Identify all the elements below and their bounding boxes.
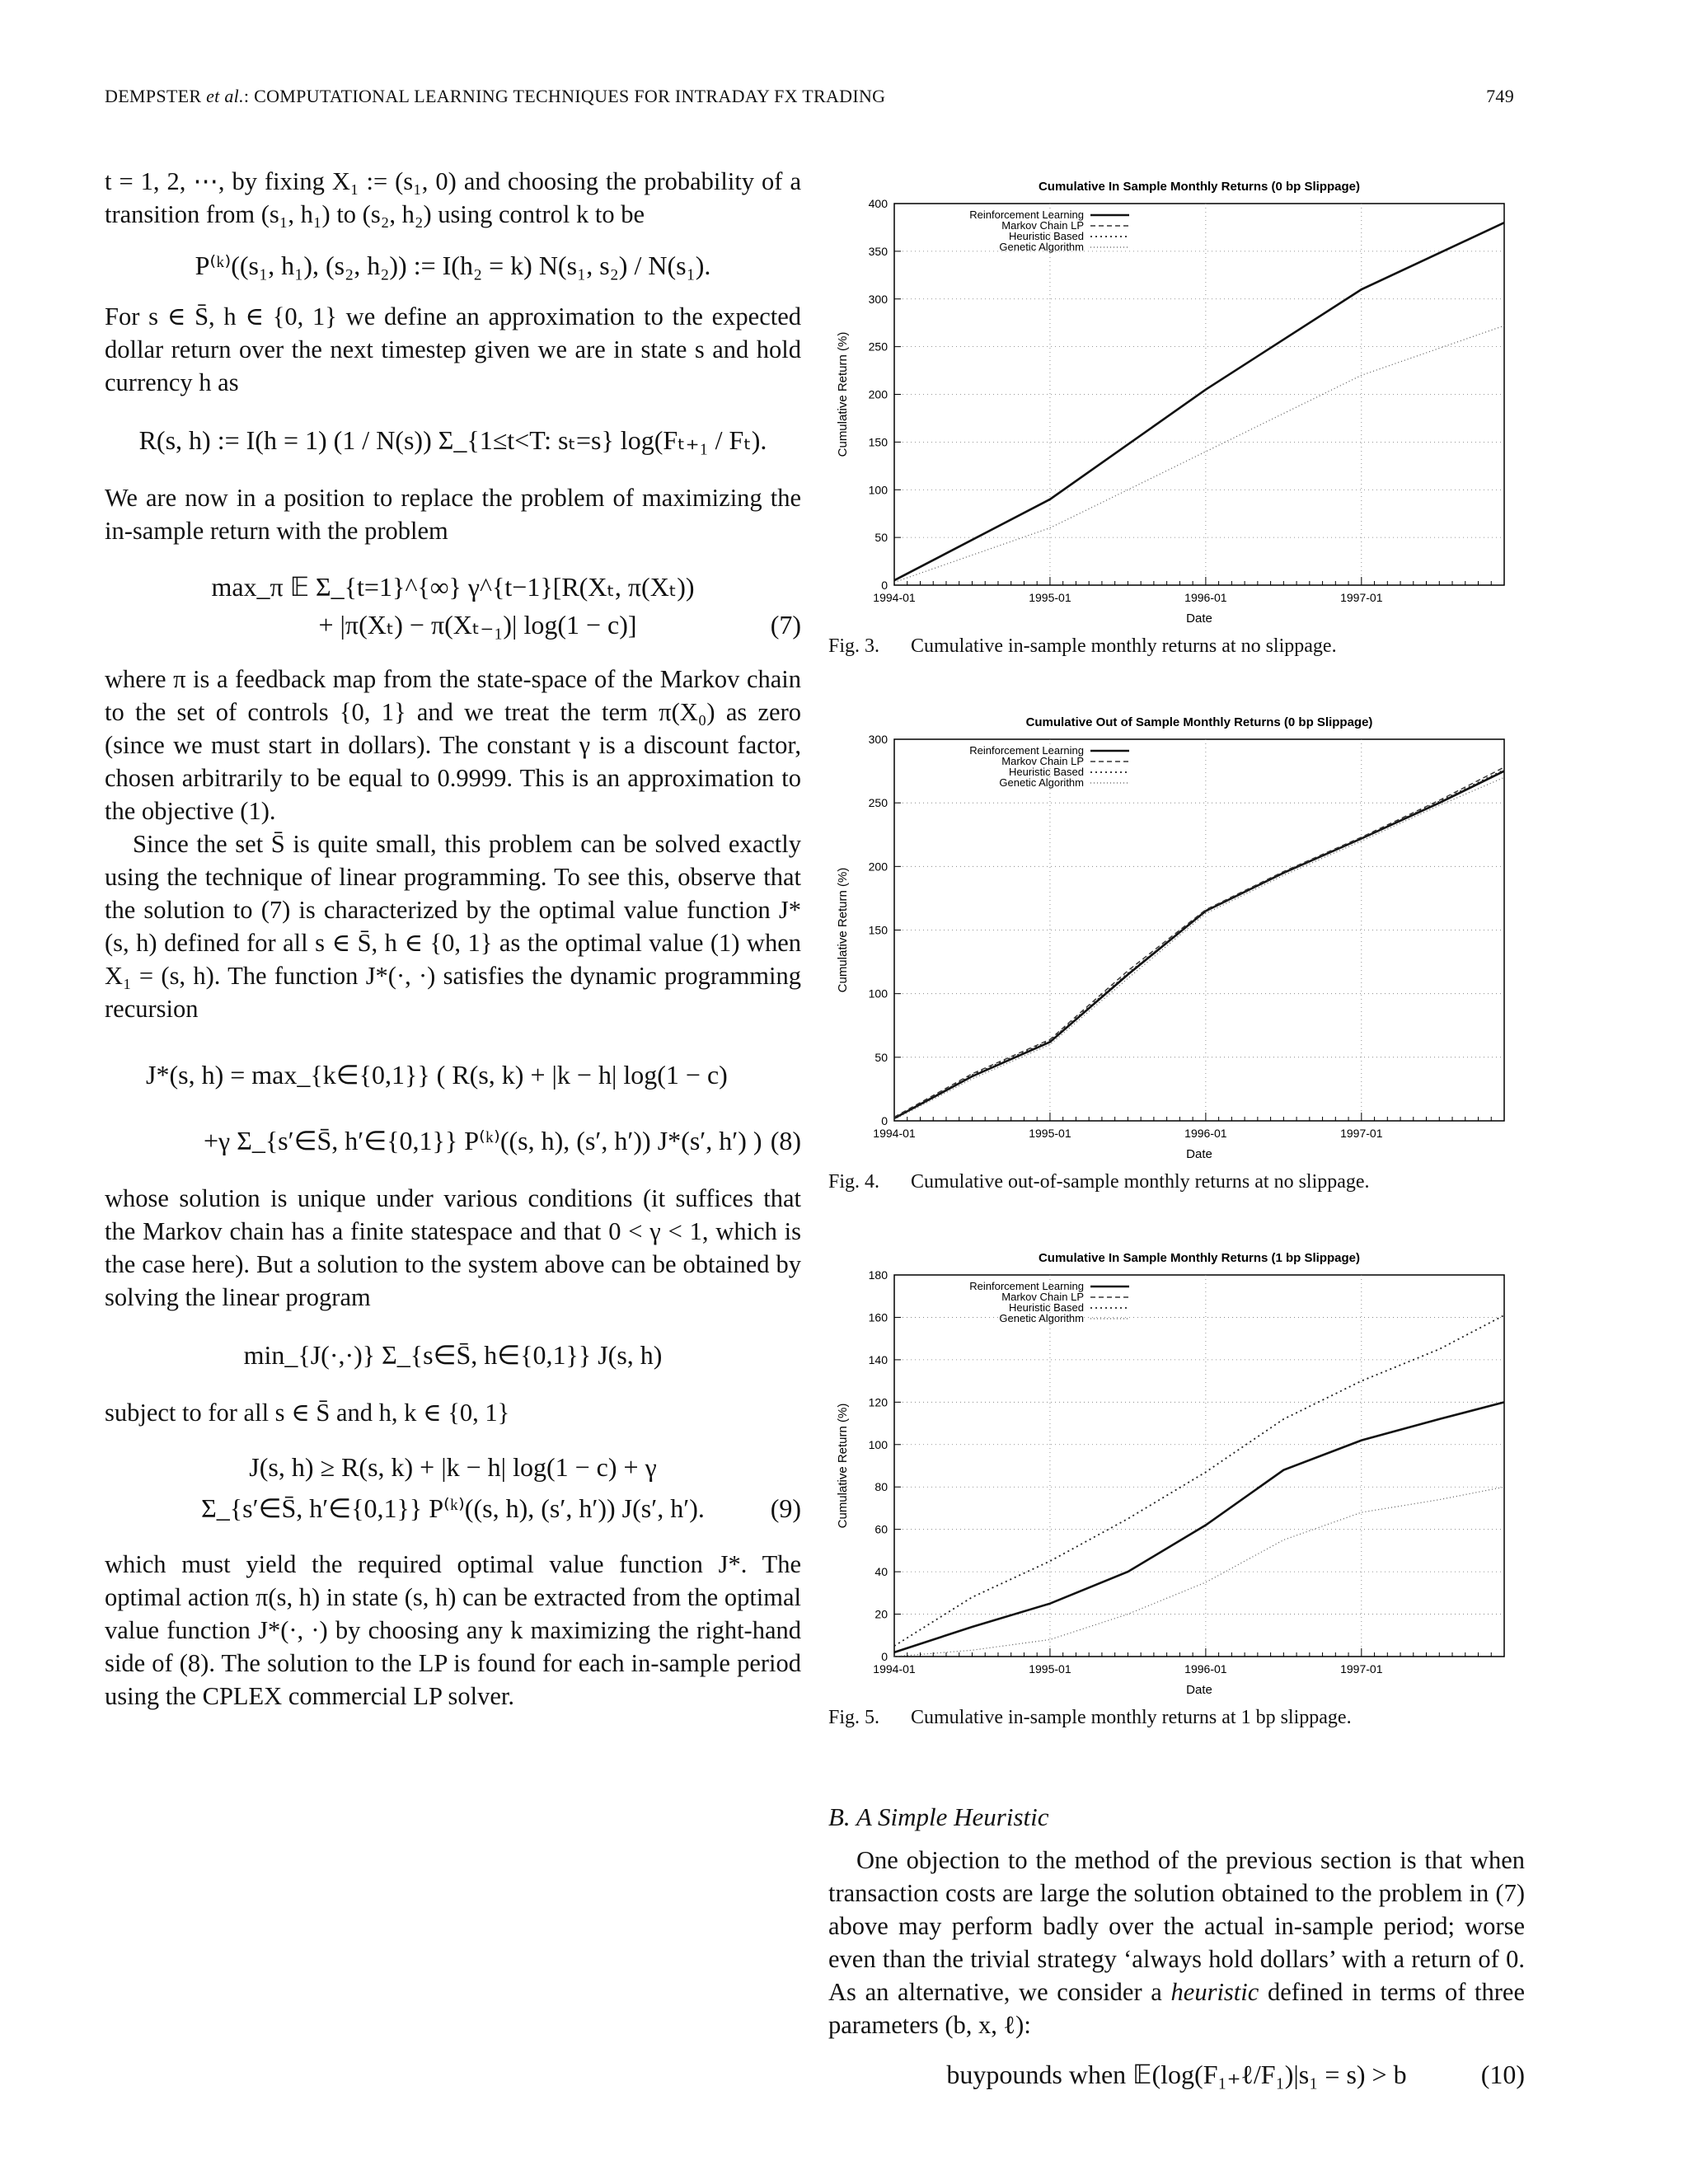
left-paragraph-6: whose solution is unique under various conditions (it suffices that the Markov chain has a finite statespace and that 0 < γ < 1, which is the case here). But a solution to the system above can be obtained by solving the linear program bbox=[105, 1184, 801, 1311]
tick-label-x: 1996-01 bbox=[1184, 1127, 1227, 1140]
series-line-genetic-algorithm bbox=[894, 326, 1504, 582]
legend-label: Markov Chain LP bbox=[1001, 755, 1084, 767]
tick-label-y: 0 bbox=[881, 579, 888, 592]
page-number: 749 bbox=[1486, 86, 1514, 106]
tick-label-y: 250 bbox=[868, 796, 888, 810]
x-axis-label: Date bbox=[1186, 1147, 1212, 1161]
legend-label: Heuristic Based bbox=[1008, 230, 1084, 242]
series-line-heuristic-based bbox=[894, 770, 1504, 1118]
left-paragraph-1: t = 1, 2, ⋯, by fixing X₁ := (s₁, 0) and choosing the probability of a transition from (s₁, h₁) to (s₂, h₂) using control k to be bbox=[105, 167, 801, 228]
tick-label-x: 1995-01 bbox=[1029, 1662, 1071, 1675]
tick-label-x: 1995-01 bbox=[1029, 1127, 1071, 1140]
running-header bbox=[105, 86, 1514, 107]
equation-10 bbox=[828, 2058, 1525, 2091]
tick-label-y: 200 bbox=[868, 860, 888, 874]
tick-label-y: 300 bbox=[868, 733, 888, 746]
right-paragraph-1 bbox=[828, 1844, 1525, 2041]
figure-5-chart bbox=[828, 1240, 1525, 1702]
tick-label-y: 250 bbox=[868, 340, 888, 354]
y-axis-label: Cumulative Return (%) bbox=[836, 331, 850, 457]
series-line-reinforcement-learning bbox=[894, 1402, 1504, 1652]
left-paragraph-4: where π is a feedback map from the state-space of the Markov chain to the set of controls {0, 1} and we treat the term π(X₀) as zero (since we must start in dollars). The constant γ is a discount factor, chosen arbitrarily to be equal to 0.9999. This is an approximation to the objective (1). bbox=[105, 665, 801, 825]
figure-3-caption bbox=[828, 635, 1525, 658]
left-paragraph-8: which must yield the required optimal value function J*. The optimal action π(s, h) in state (s, h) can be extracted from the optimal value function J*(·, ·) by choosing any k maximizing the right-hand side of (8). The solution to the LP is found for each in-sample period using the CPLEX commercial LP solver. bbox=[105, 1550, 801, 1710]
equation-8-line-2-text: +γ Σ_{s′∈S̄, h′∈{0,1}} P⁽ᵏ⁾((s, h), (s′, h′)) J*(s′, h′) ) bbox=[204, 1126, 762, 1155]
figure-3-label: Fig. 3. bbox=[828, 635, 880, 657]
chart-title: Cumulative In Sample Monthly Returns (1 bp Slippage) bbox=[1038, 1251, 1361, 1265]
legend-label: Genetic Algorithm bbox=[999, 241, 1084, 253]
x-axis-label: Date bbox=[1186, 1683, 1212, 1697]
legend-label: Reinforcement Learning bbox=[969, 209, 1084, 221]
figure-4-caption-text: Cumulative out-of-sample monthly returns at no slippage. bbox=[911, 1171, 1370, 1193]
equation-10-number: (10) bbox=[1480, 2060, 1525, 2089]
figure-5 bbox=[828, 1240, 1525, 1729]
figure-4-label: Fig. 4. bbox=[828, 1171, 880, 1193]
left-column bbox=[105, 165, 801, 1713]
figure-4 bbox=[828, 705, 1525, 1193]
section-heading: B. A Simple Heuristic bbox=[828, 1802, 1049, 1831]
right-paragraph-1-emph: heuristic bbox=[1170, 1978, 1259, 2006]
equation-transition-probability: P⁽ᵏ⁾((s₁, h₁), (s₂, h₂)) := I(h₂ = k) N(s₁, s₂) / N(s₁). bbox=[195, 251, 711, 280]
tick-label-y: 140 bbox=[868, 1352, 888, 1366]
legend-label: Genetic Algorithm bbox=[999, 1312, 1084, 1324]
equation-8-line-2 bbox=[105, 1124, 801, 1157]
plot-frame bbox=[894, 1275, 1504, 1657]
tick-label-y: 20 bbox=[874, 1607, 888, 1621]
tick-label-y: 60 bbox=[874, 1522, 888, 1536]
running-title-text: : COMPUTATIONAL LEARNING TECHNIQUES FOR INTRADAY FX TRADING bbox=[243, 86, 886, 106]
tick-label-y: 180 bbox=[868, 1268, 888, 1282]
equation-expected-return: R(s, h) := I(h = 1) (1 / N(s)) Σ_{1≤t<T: sₜ=s} log(Fₜ₊₁ / Fₜ). bbox=[138, 425, 767, 455]
tick-label-y: 200 bbox=[868, 387, 888, 401]
legend-label: Reinforcement Learning bbox=[969, 744, 1084, 757]
tick-label-y: 50 bbox=[874, 1050, 888, 1064]
running-title-etal: et al. bbox=[206, 86, 244, 106]
tick-label-y: 0 bbox=[881, 1650, 888, 1663]
legend-label: Heuristic Based bbox=[1008, 766, 1084, 778]
right-paragraph-1-c: defined in terms of three parameters (b, x, ℓ): bbox=[828, 1978, 1525, 2039]
legend-label: Reinforcement Learning bbox=[969, 1280, 1084, 1292]
chart-title: Cumulative In Sample Monthly Returns (0 bp Slippage) bbox=[1038, 180, 1361, 194]
figure-3-chart bbox=[828, 169, 1525, 630]
tick-label-x: 1996-01 bbox=[1184, 591, 1227, 604]
legend-label: Markov Chain LP bbox=[1001, 1291, 1084, 1303]
figure-5-caption-text: Cumulative in-sample monthly returns at 1 bp slippage. bbox=[911, 1707, 1352, 1728]
tick-label-x: 1994-01 bbox=[873, 1127, 916, 1140]
y-axis-label: Cumulative Return (%) bbox=[836, 867, 850, 993]
tick-label-y: 40 bbox=[874, 1565, 888, 1579]
figure-3 bbox=[828, 169, 1525, 658]
right-column-text bbox=[828, 1801, 1525, 2091]
tick-label-y: 100 bbox=[868, 987, 888, 1001]
legend-label: Genetic Algorithm bbox=[999, 776, 1084, 789]
tick-label-y: 100 bbox=[868, 483, 888, 497]
tick-label-x: 1996-01 bbox=[1184, 1662, 1227, 1675]
series-line-markov-chain-lp bbox=[894, 767, 1504, 1117]
series-line-reinforcement-learning bbox=[894, 771, 1504, 1118]
equation-8-line-1: J*(s, h) = max_{k∈{0,1}} ( R(s, k) + |k − h| log(1 − c) bbox=[146, 1060, 728, 1090]
tick-label-y: 0 bbox=[881, 1114, 888, 1127]
figure-3-caption-text: Cumulative in-sample monthly returns at no slippage. bbox=[911, 635, 1337, 657]
tick-label-x: 1997-01 bbox=[1340, 1662, 1383, 1675]
tick-label-y: 80 bbox=[874, 1480, 888, 1494]
tick-label-x: 1994-01 bbox=[873, 1662, 916, 1675]
equation-9-line-2-text: Σ_{s′∈S̄, h′∈{0,1}} P⁽ᵏ⁾((s, h), (s′, h′)) J(s′, h′). bbox=[201, 1493, 705, 1523]
tick-label-y: 350 bbox=[868, 244, 888, 258]
tick-label-y: 50 bbox=[874, 531, 888, 545]
equation-9-number: (9) bbox=[770, 1493, 801, 1523]
tick-label-y: 100 bbox=[868, 1437, 888, 1451]
equation-10-text: buypounds when 𝔼(log(F₁₊ℓ/F₁)|s₁ = s) > b bbox=[946, 2060, 1407, 2089]
chart-title: Cumulative Out of Sample Monthly Returns (0 bp Slippage) bbox=[1025, 715, 1373, 729]
figure-4-chart bbox=[828, 705, 1525, 1166]
equation-7-number: (7) bbox=[770, 610, 801, 640]
figure-5-caption bbox=[828, 1707, 1525, 1729]
tick-label-x: 1997-01 bbox=[1340, 1127, 1383, 1140]
left-paragraph-5: Since the set S̄ is quite small, this problem can be solved exactly using the technique of linear programming. To see this, observe that the solution to (7) is characterized by the optimal value function J*(s, h) defined for all s ∈ S̄, h ∈ {0, 1} as the optimal value (1) when X₁ = (s, h). The function J*(·, ·) satisfies the dynamic programming recursion bbox=[105, 830, 801, 1023]
tick-label-y: 400 bbox=[868, 197, 888, 210]
legend-label: Heuristic Based bbox=[1008, 1301, 1084, 1314]
equation-7-line-1: max_π 𝔼 Σ_{t=1}^{∞} γ^{t−1}[R(Xₜ, π(Xₜ)) bbox=[211, 572, 695, 602]
tick-label-y: 160 bbox=[868, 1310, 888, 1324]
equation-7-line-2 bbox=[154, 608, 801, 641]
figure-4-caption bbox=[828, 1171, 1525, 1193]
tick-label-x: 1995-01 bbox=[1029, 591, 1071, 604]
equation-linear-program: min_{J(·,·)} Σ_{s∈S̄, h∈{0,1}} J(s, h) bbox=[243, 1340, 663, 1370]
equation-7-line-2-text: + |π(Xₜ) − π(Xₜ₋₁)| log(1 − c)] bbox=[318, 610, 637, 640]
equation-8-number: (8) bbox=[770, 1126, 801, 1155]
left-paragraph-2: For s ∈ S̄, h ∈ {0, 1} we define an approximation to the expected dollar return over the next timestep given we are in state s and hold currency h as bbox=[105, 302, 801, 396]
equation-9-line-1: J(s, h) ≥ R(s, k) + |k − h| log(1 − c) + γ bbox=[249, 1452, 657, 1482]
left-paragraph-3: We are now in a position to replace the problem of maximizing the in-sample return with the problem bbox=[105, 484, 801, 545]
running-title-authors: DEMPSTER bbox=[105, 86, 207, 106]
figure-5-label: Fig. 5. bbox=[828, 1707, 880, 1728]
tick-label-y: 120 bbox=[868, 1395, 888, 1409]
series-line-reinforcement-learning bbox=[894, 223, 1504, 580]
tick-label-x: 1994-01 bbox=[873, 591, 916, 604]
left-paragraph-7: subject to for all s ∈ S̄ and h, k ∈ {0, 1} bbox=[105, 1399, 510, 1427]
tick-label-y: 150 bbox=[868, 435, 888, 449]
tick-label-y: 300 bbox=[868, 292, 888, 306]
x-axis-label: Date bbox=[1186, 612, 1212, 626]
equation-9-line-2 bbox=[105, 1492, 801, 1525]
tick-label-y: 150 bbox=[868, 923, 888, 937]
legend-label: Markov Chain LP bbox=[1001, 219, 1084, 232]
series-line-heuristic-based bbox=[894, 1315, 1504, 1646]
tick-label-x: 1997-01 bbox=[1340, 591, 1383, 604]
y-axis-label: Cumulative Return (%) bbox=[836, 1403, 850, 1529]
right-paragraph-1-a: One objection to the method of the previous section is that when transaction costs are large the solution obtained to the problem in (7) above may perform badly over the actual in-sample period; worse even than the trivial strategy ‘always hold dollars’ with a return of 0. As an alternative, we consider a bbox=[828, 1846, 1525, 2006]
